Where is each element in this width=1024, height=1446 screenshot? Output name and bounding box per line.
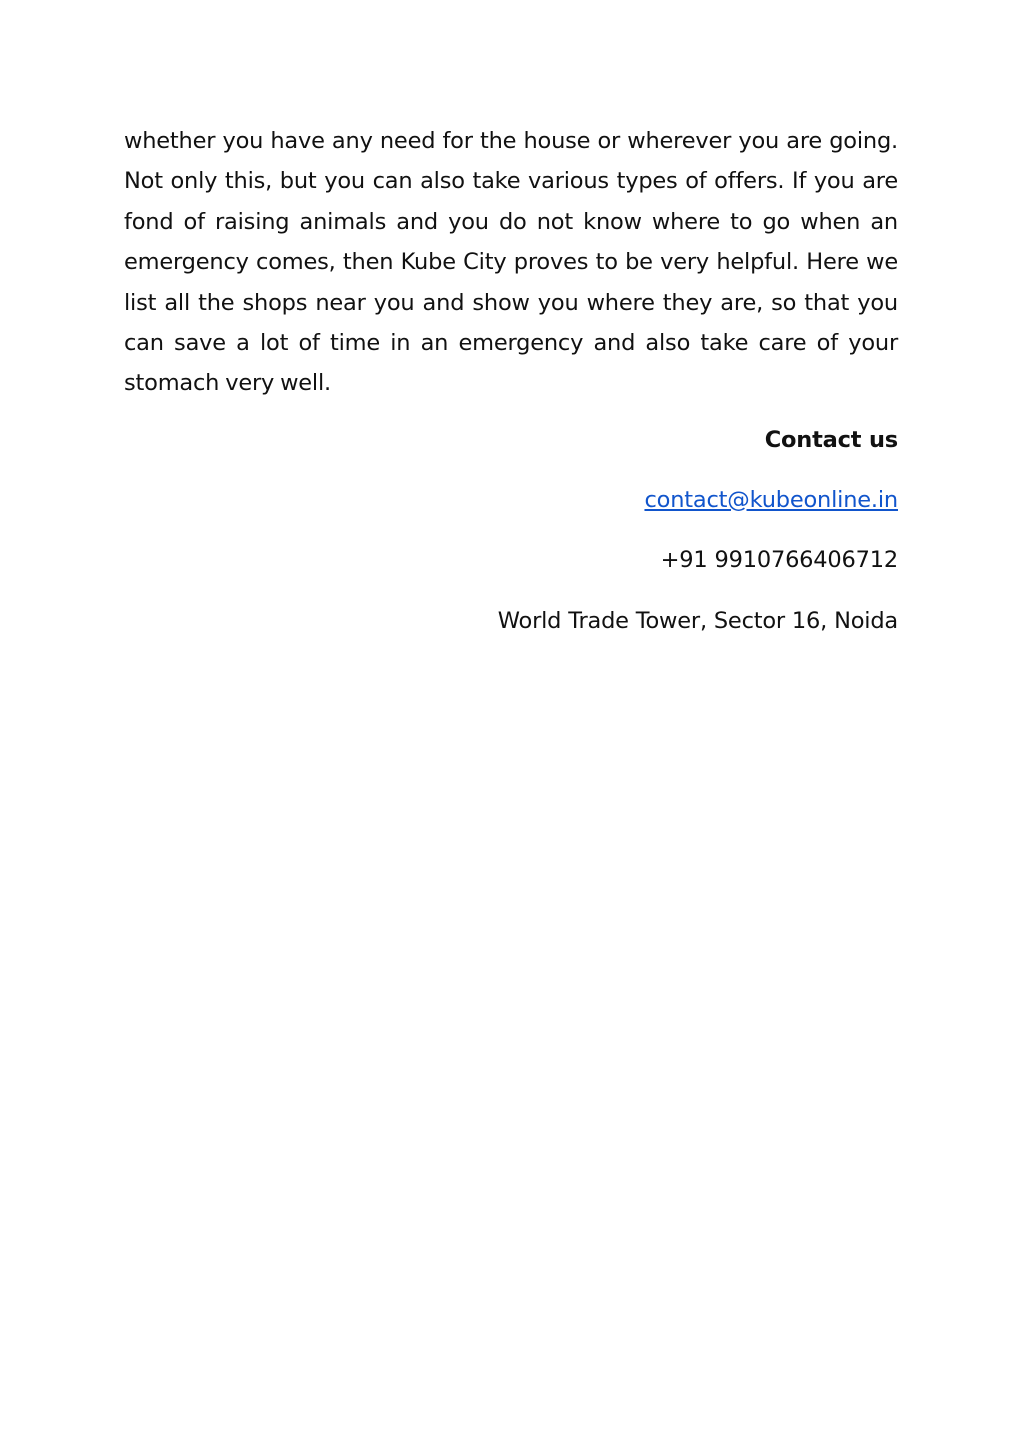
contact-heading: Contact us [764,426,898,453]
contact-address: World Trade Tower, Sector 16, Noida [497,607,898,634]
body-paragraph: whether you have any need for the house or wherever you are going. Not only this, but you can also take various types of offers. If you are fond of raising animals and you do not know where to go when an emergency comes, then Kube City proves to be very helpful. Here we list all the shops near you and show you where they are, so that you can save a lot of time in an emergency and also take care of your stomach very well. [124,128,898,397]
contact-email-link[interactable]: contact@kubeonline.in [644,486,898,513]
contact-phone: +91 9910766406712 [660,546,898,573]
document-content [124,121,898,641]
contact-block [124,420,898,641]
